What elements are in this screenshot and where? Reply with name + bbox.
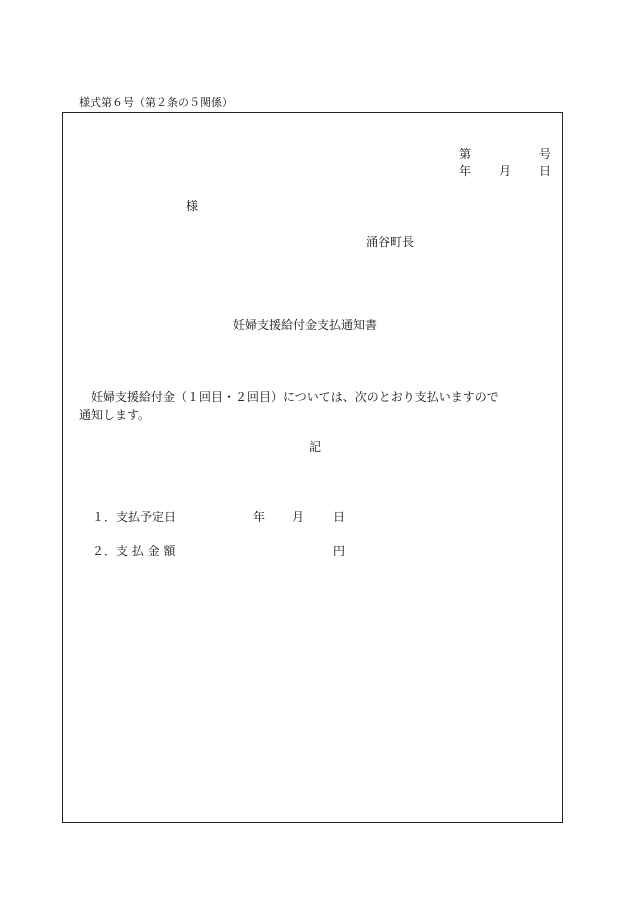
date-year-label: 年 xyxy=(459,164,472,178)
recipient-suffix: 様 xyxy=(186,199,199,213)
ki-label: 記 xyxy=(309,440,322,454)
document-title: 妊婦支援給付金支払通知書 xyxy=(233,318,378,332)
number-prefix: 第 xyxy=(459,147,472,161)
payment-amount-unit: 円 xyxy=(333,544,346,558)
body-text xyxy=(79,388,559,424)
issuer-name: 涌谷町長 xyxy=(366,235,415,249)
payment-date-row xyxy=(92,511,362,525)
payment-date-label: １．支払予定日 xyxy=(92,510,177,524)
number-suffix: 号 xyxy=(539,147,552,161)
body-line-1: 妊婦支援給付金（１回目・２回目）については、次のとおり支払いますので xyxy=(91,390,499,404)
date-day-label: 日 xyxy=(539,164,552,178)
form-number-label: 様式第６号（第２条の５関係） xyxy=(79,96,233,109)
document-frame xyxy=(62,112,563,823)
body-line-2: 通知します。 xyxy=(79,408,151,422)
payment-amount-row xyxy=(92,545,362,559)
payment-date-month: 月 xyxy=(292,510,305,524)
date-month-label: 月 xyxy=(499,164,512,178)
payment-amount-label: ２．支 払 金 額 xyxy=(92,544,176,558)
payment-date-year: 年 xyxy=(253,510,266,524)
payment-date-day: 日 xyxy=(333,510,346,524)
